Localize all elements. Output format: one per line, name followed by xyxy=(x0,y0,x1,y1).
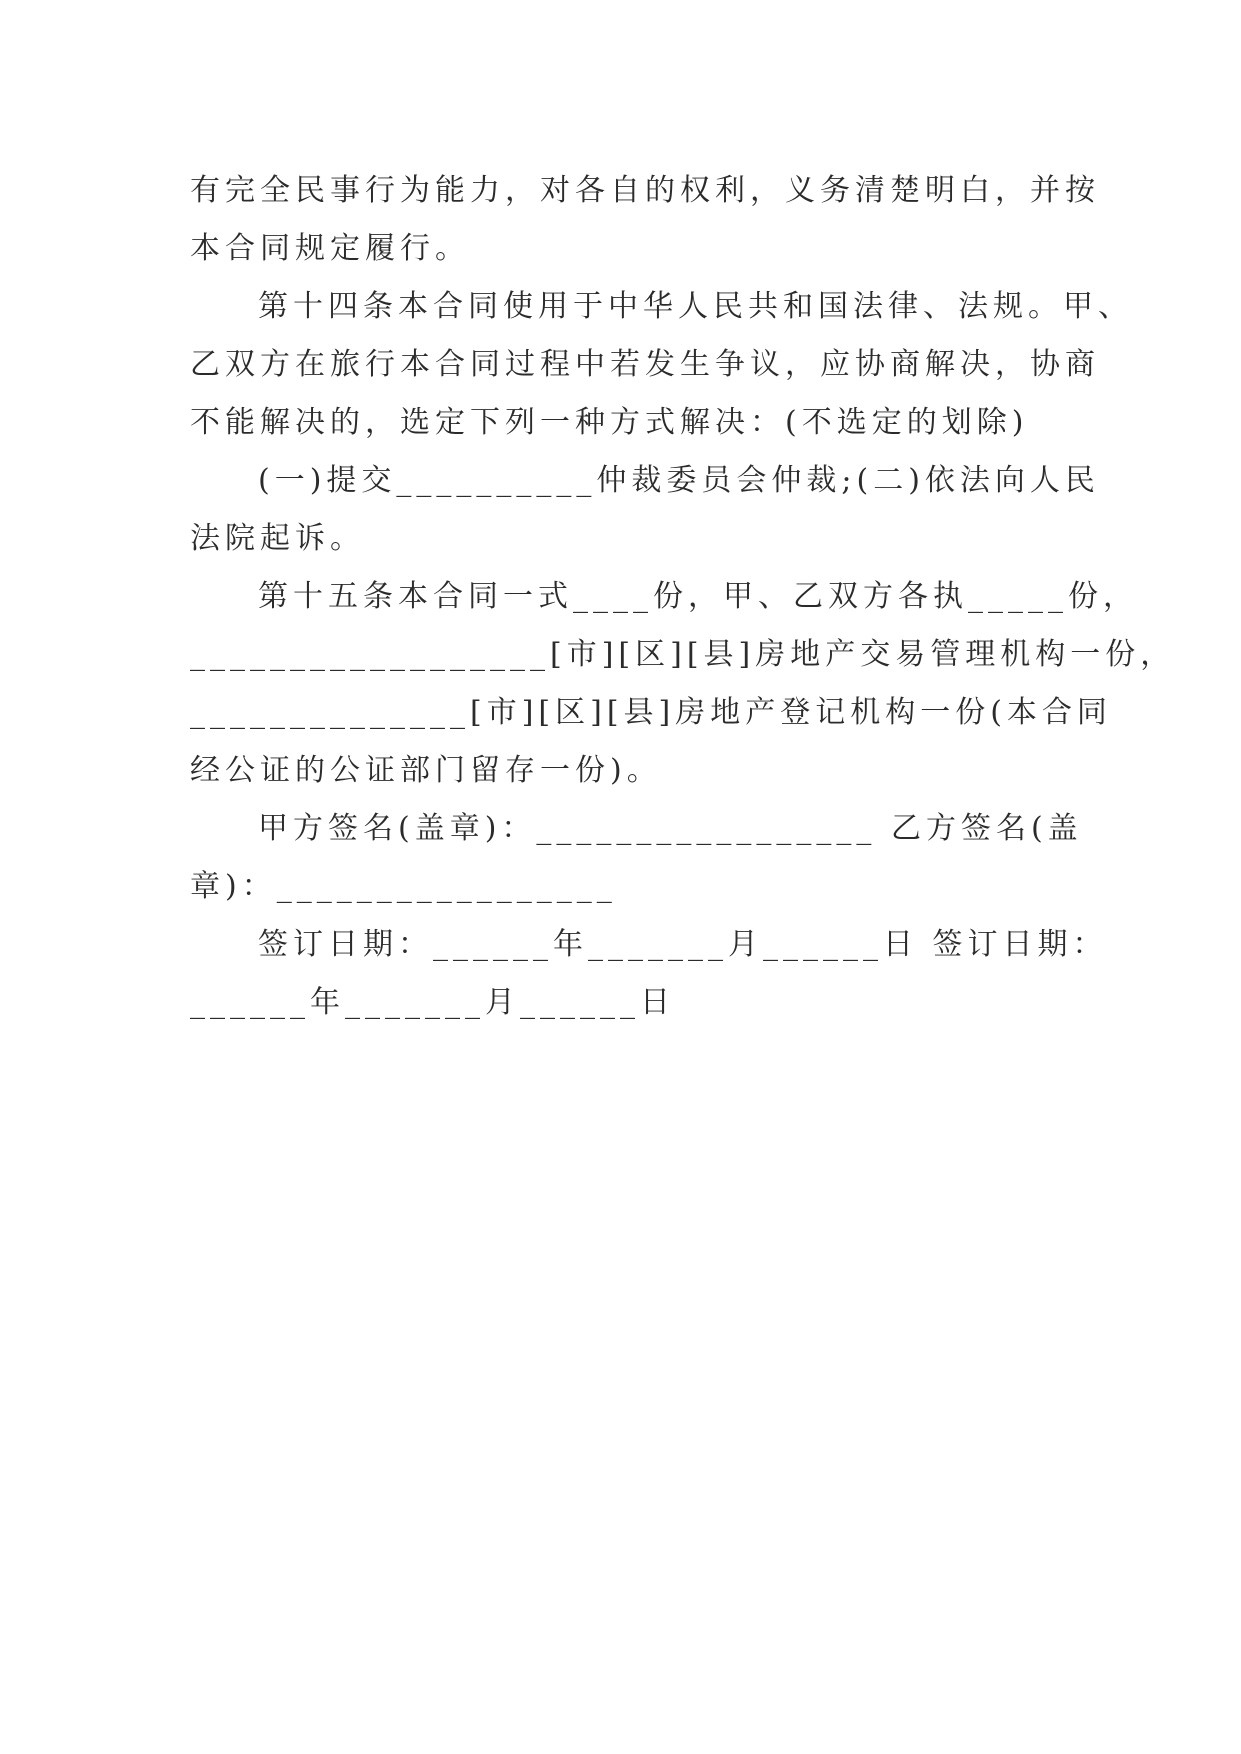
signature-line-cont: 章)：_________________ xyxy=(190,869,617,904)
signature-line: 甲方签名(盖章)：_________________ 乙方签名(盖 xyxy=(258,811,1083,846)
document-body xyxy=(190,162,1176,1032)
text-line: __________________[市][区][县]房地产交易管理机构一份， xyxy=(190,637,1176,672)
dispute-options-line: (一)提交__________仲裁委员会仲裁;(二)依法向人民 xyxy=(258,463,1100,498)
article-15-line: 第十五条本合同一式____份，甲、乙双方各执_____份， xyxy=(258,579,1138,614)
text-line: ______________[市][区][县]房地产登记机构一份(本合同 xyxy=(190,695,1112,730)
text-line: 有完全民事行为能力，对各自的权利，义务清楚明白，并按 xyxy=(190,173,1100,208)
signing-date-line: 签订日期：______年_______月______日 签订日期： xyxy=(258,927,1108,962)
text-line: 经公证的公证部门留存一份)。 xyxy=(190,753,662,788)
text-line: 本合同规定履行。 xyxy=(190,231,470,266)
text-line: 乙双方在旅行本合同过程中若发生争议，应协商解决，协商 xyxy=(190,347,1100,382)
text-line: 法院起诉。 xyxy=(190,521,365,556)
signing-date-line-cont: ______年_______月______日 xyxy=(190,985,675,1020)
text-line: 不能解决的，选定下列一种方式解决：(不选定的划除) xyxy=(190,405,1029,440)
article-14-line: 第十四条本合同使用于中华人民共和国法律、法规。甲、 xyxy=(258,289,1133,324)
